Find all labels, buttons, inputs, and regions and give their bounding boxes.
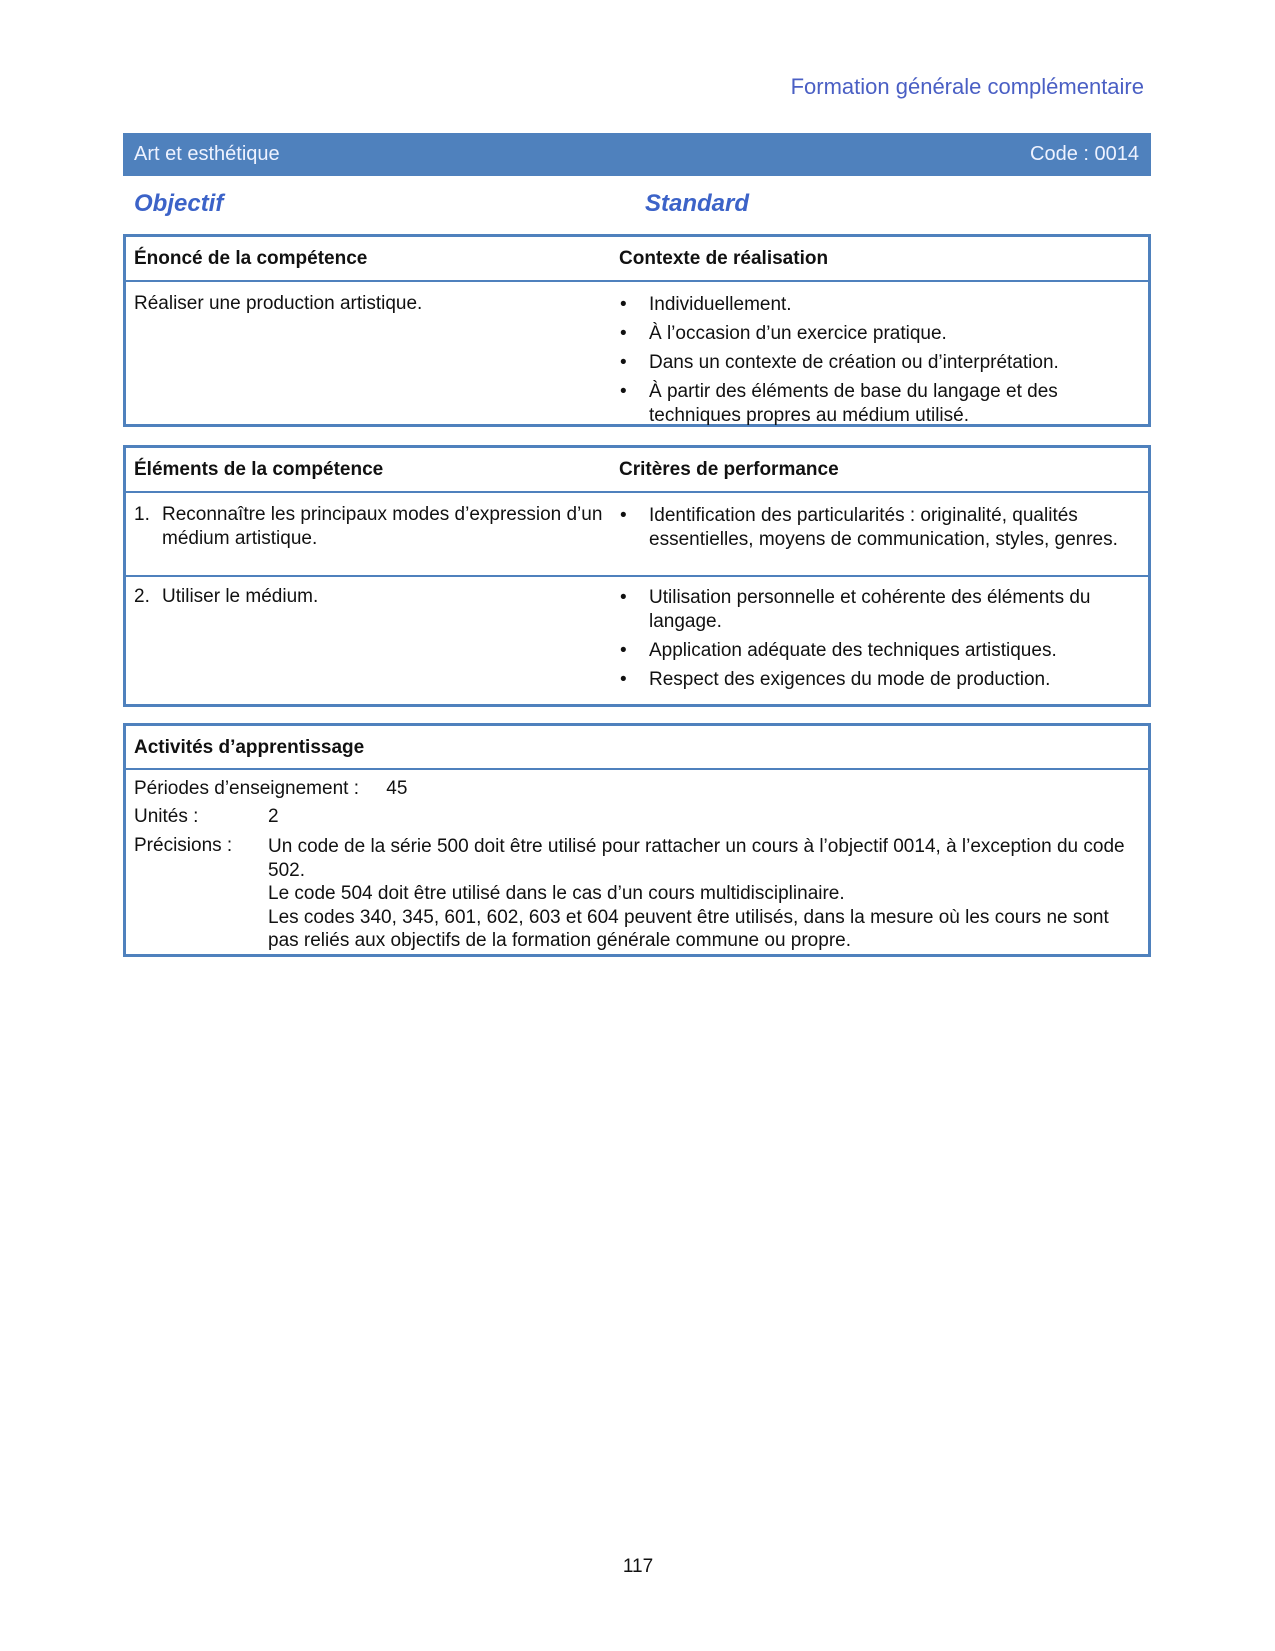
context-list (619, 293, 1119, 433)
criteria-header: Critères de performance (619, 459, 839, 480)
element-text: 1. Reconnaître les principaux modes d’expression d’un médium artistique. (134, 504, 603, 549)
objectif-heading: Objectif (134, 190, 224, 217)
activities-table (123, 723, 1151, 957)
precision-item: Un code de la série 500 doit être utilisé pour rattacher un cours à l’objectif 0014, à l’exception du code 502. (268, 836, 1125, 881)
element-row (126, 575, 1148, 707)
page-number: 117 (622, 1556, 654, 1577)
units-line (134, 806, 279, 828)
course-code: Code : 0014 (1030, 143, 1139, 165)
precisions-text (268, 835, 1128, 953)
competence-table-header (126, 237, 1148, 282)
context-item: • Dans un contexte de création ou d’interprétation. (619, 351, 1119, 375)
criteria-list (619, 586, 1119, 697)
context-item: • À l’occasion d’un exercice pratique. (619, 322, 1119, 346)
precision-item: Les codes 340, 345, 601, 602, 603 et 604 peuvent être utilisés, dans la mesure où les cours ne sont pas reliés aux objectifs de la formation générale commune ou propre. (268, 906, 1109, 951)
criteria-item: • Identification des particularités : originalité, qualités essentielles, moyens de communication, styles, genres. (619, 504, 1119, 552)
competence-statement-header: Énoncé de la compétence (134, 248, 368, 269)
units-label: Unités : (134, 806, 199, 827)
element-number: 2. (134, 586, 150, 607)
periods-value: 45 (386, 778, 408, 799)
element-text: 2. Utiliser le médium. (134, 586, 319, 607)
element-number: 1. (134, 504, 150, 525)
competence-statement: Réaliser une production artistique. (134, 293, 423, 314)
criteria-item: • Utilisation personnelle et cohérente des éléments du langage. (619, 586, 1119, 634)
running-header: Formation générale complémentaire (790, 74, 1144, 99)
course-title-bar (123, 133, 1151, 176)
section-headings (134, 190, 1134, 222)
criteria-item: • Respect des exigences du mode de production. (619, 668, 1119, 692)
elements-table-header (126, 448, 1148, 493)
criteria-list (619, 504, 1119, 557)
element-row (126, 493, 1148, 575)
context-item: • Individuellement. (619, 293, 1119, 317)
activities-header: Activités d’apprentissage (126, 726, 1148, 770)
periods-line (134, 778, 407, 800)
standard-heading: Standard (645, 190, 750, 217)
precisions-label: Précisions : (134, 835, 233, 856)
competence-row (126, 282, 1148, 426)
course-title: Art et esthétique (134, 143, 280, 165)
precision-item: Le code 504 doit être utilisé dans le cas d’un cours multidisciplinaire. (268, 883, 845, 904)
context-header: Contexte de réalisation (619, 248, 829, 269)
units-value: 2 (268, 806, 279, 827)
elements-table (123, 445, 1151, 707)
elements-header: Éléments de la compétence (134, 459, 384, 480)
periods-label: Périodes d’enseignement : (134, 778, 359, 799)
criteria-item: • Application adéquate des techniques artistiques. (619, 639, 1119, 663)
competence-table (123, 234, 1151, 427)
context-item: • À partir des éléments de base du langage et des techniques propres au médium utilisé. (619, 380, 1119, 428)
